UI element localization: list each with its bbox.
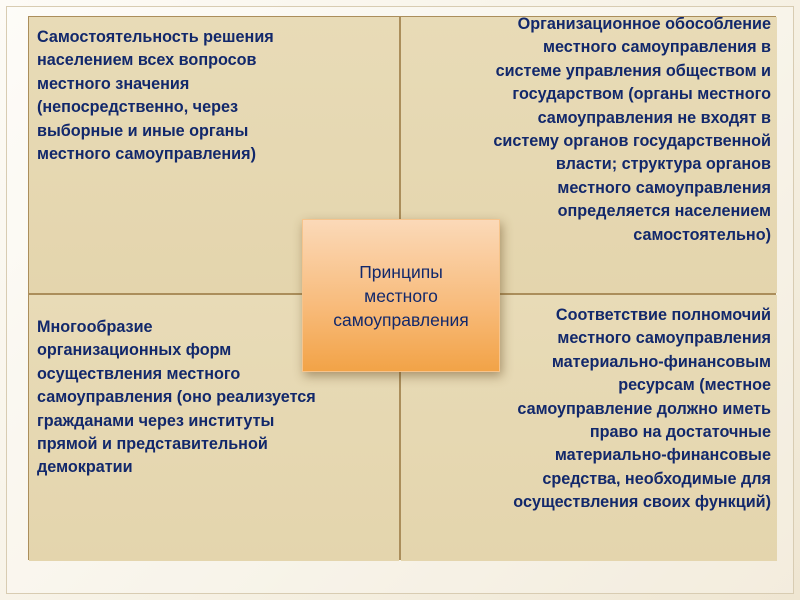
quadrant-top-right-text: Организационное обособление местного самоуправления в системе управления обществом и государством (органы местного самоуправления не входят в систему органов государственной власти; структура органов местного самоуправления определяется населением самостоятельно) [493,17,771,244]
quadrant-bottom-right-text: Соответствие полномочий местного самоуправления материально-финансовым ресурсам (местное самоуправление должно иметь право на достаточные материально-финансовые средства, необходимые для осуществления своих функций) [513,306,771,512]
center-principles-box [302,219,500,372]
center-principles-label: Принципы местного самоуправления [333,261,469,330]
quadrant-bottom-left-text: Многообразие организационных форм осуществления местного самоуправления (оно реализуется гражданами через институты прямой и представительной демократии [37,318,316,477]
quadrant-top-left-text: Самостоятельность решения населением всех вопросов местного значения (непосредственно, через выборные и иные органы местного самоуправления) [37,28,274,164]
